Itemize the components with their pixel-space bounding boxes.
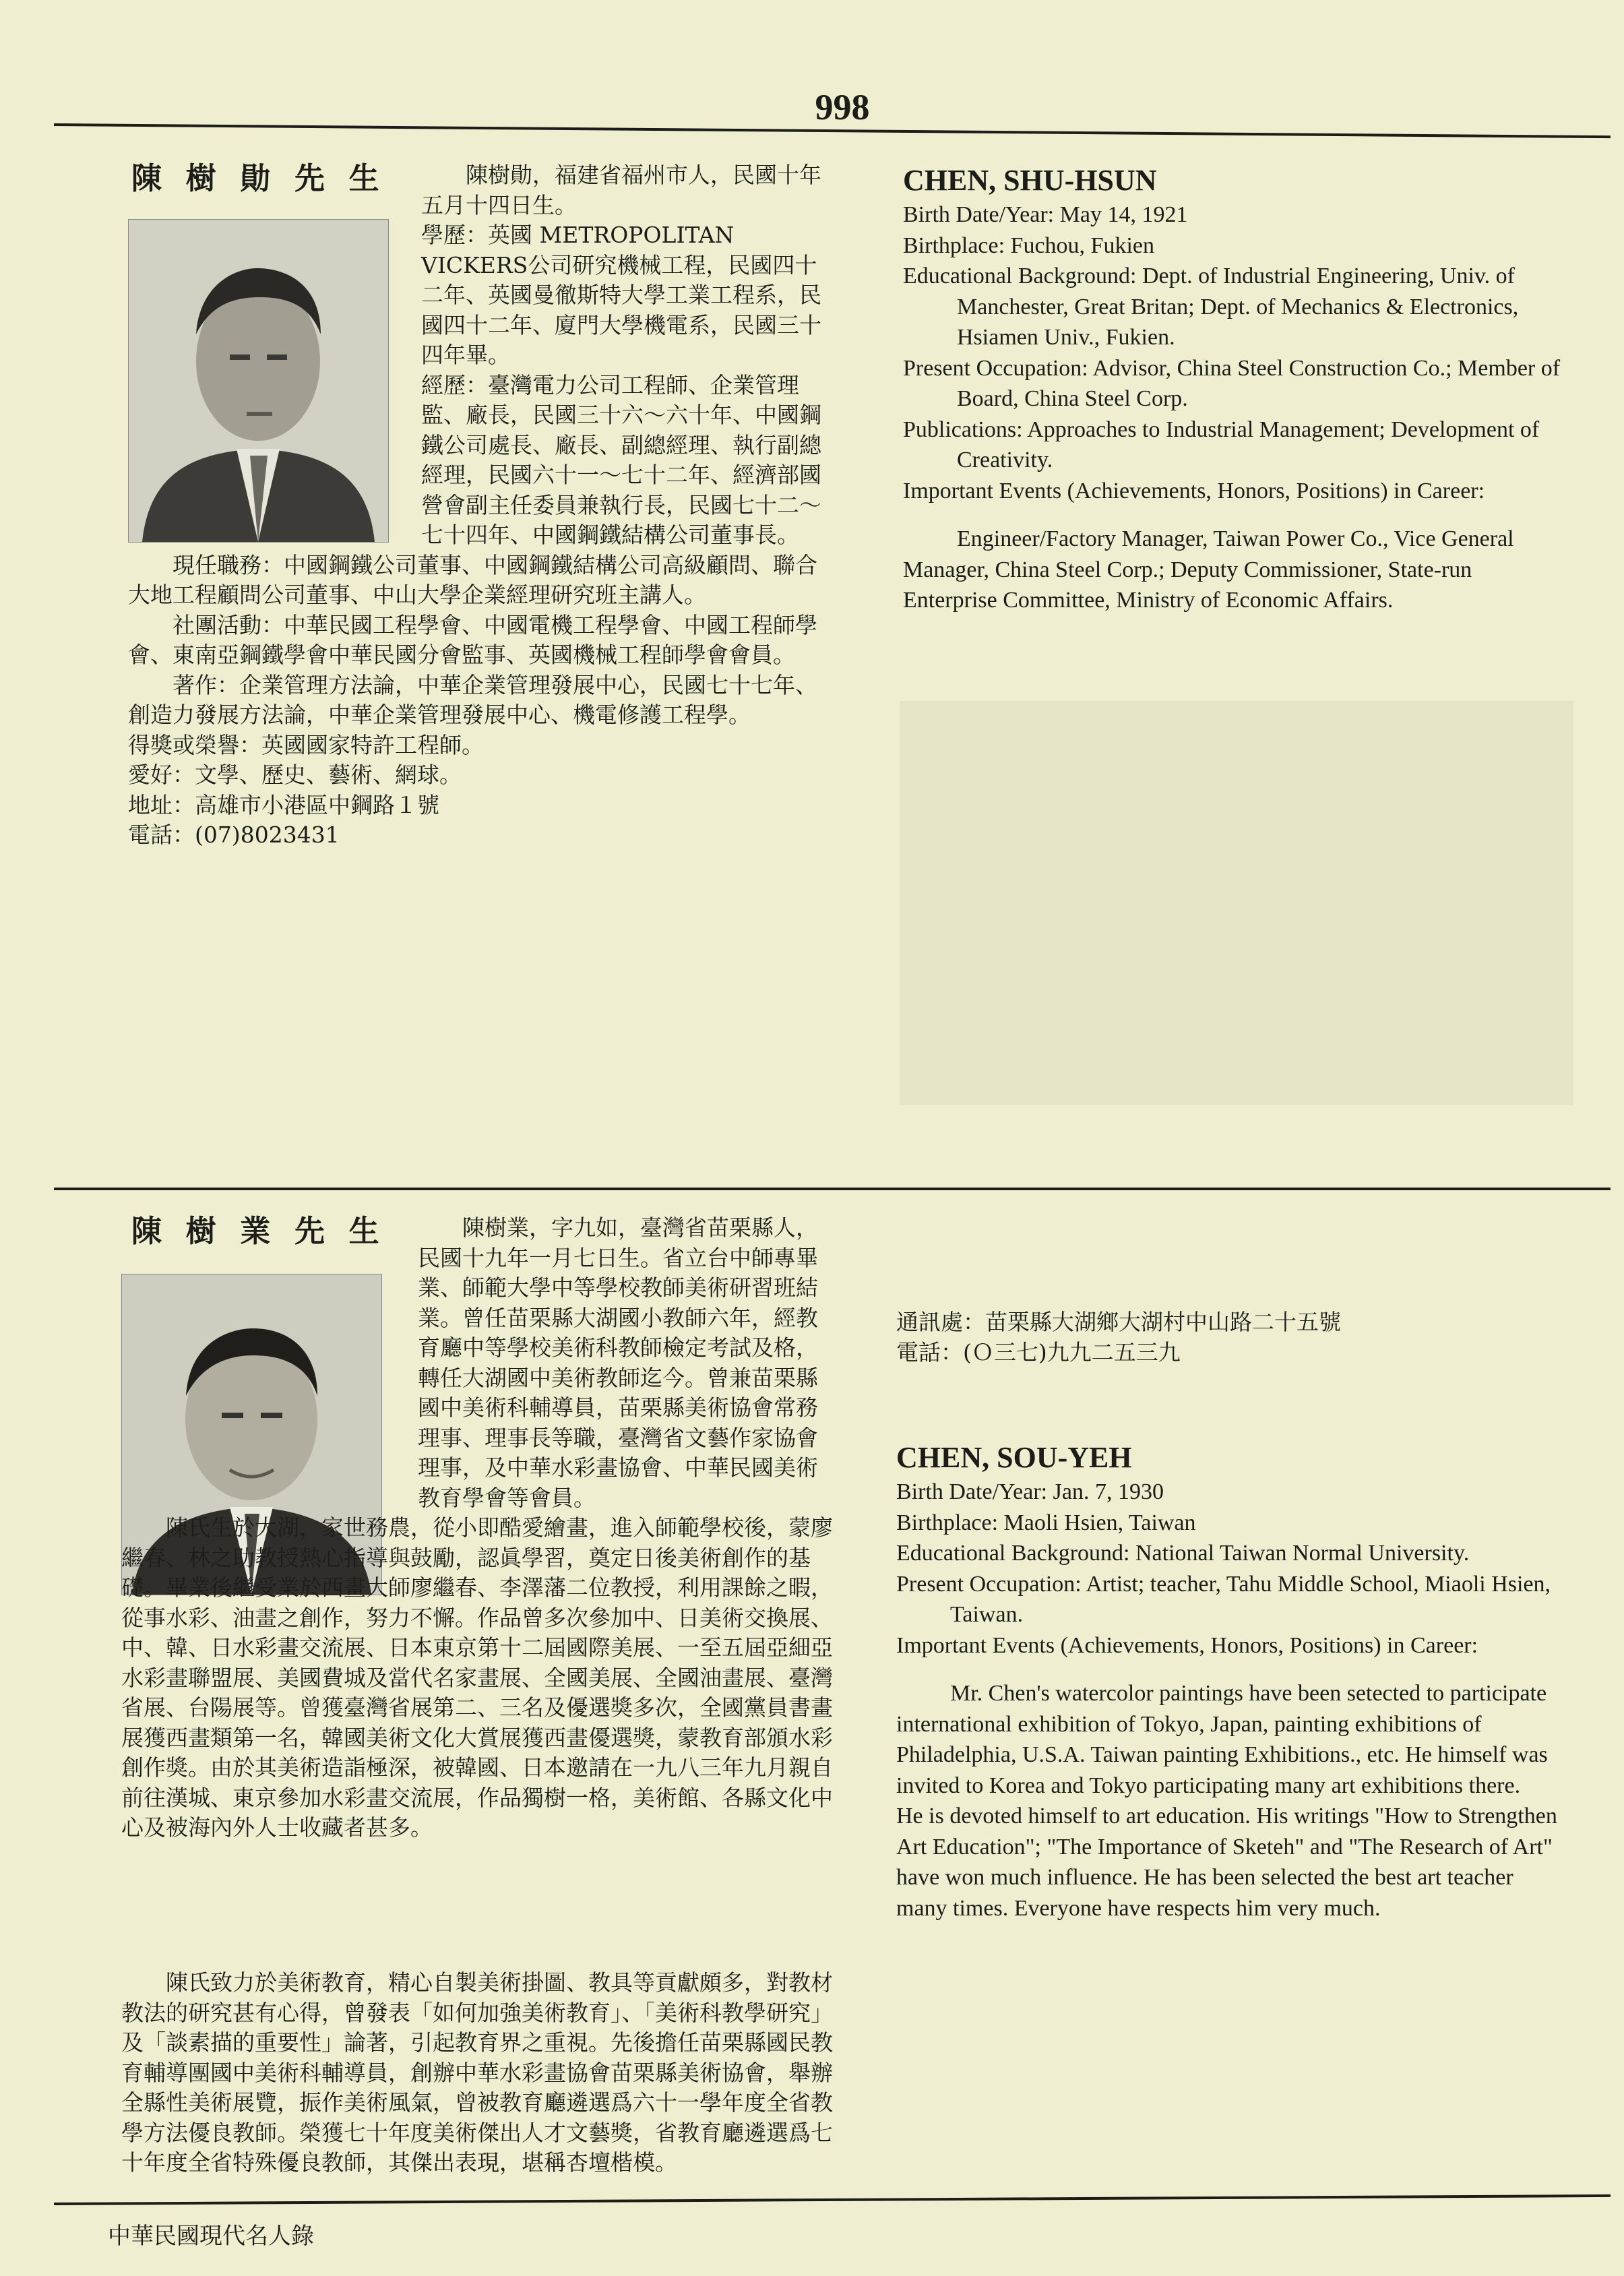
entry1-cn-paragraph: 得獎或榮譽：英國國家特許工程師。 [128, 731, 484, 758]
entry1-en-field: Birth Date/Year: May 14, 1921 [903, 202, 1188, 227]
entry2-en-field: Important Events (Achievements, Honors, Positions) in Career: [896, 1632, 1478, 1658]
footer-book-title: 中華民國現代名人錄 [108, 2223, 314, 2250]
spacer [896, 1661, 1563, 1678]
entry2-english-text [896, 1439, 1563, 1924]
entry1-en-career: Engineer/Factory Manager, Taiwan Power Co., Vice General Manager, China Steel Corp.; Deputy Commissioner, State-run Enterprise Committee, Ministry of Economic Affairs. [903, 526, 1514, 613]
entry2-en-field: Educational Background: National Taiwan Normal University. [896, 1541, 1470, 1566]
entry1-en-field: Present Occupation: Advisor, China Steel Construction Co.; Member of Board, China Steel Corp. [903, 355, 1561, 411]
entry2-en-field: Birth Date/Year: Jan. 7, 1930 [896, 1479, 1164, 1504]
entry2-english-name: CHEN, SOU-YEH [896, 1441, 1132, 1474]
entry1-cn-paragraph: 現任職務：中國鋼鐵公司董事、中國鋼鐵結構公司高級顧問、聯合大地工程顧問公司董事、中山大學企業經理研究班主講人。 [128, 551, 817, 608]
entry2-en-paragraph: Mr. Chen's watercolor paintings have been setected to participate international exhibition of Tokyo, Japan, painting exhibitions of Philadelphia, U.S.A. Taiwan painting Exhibitions., etc. He himself was invited to Korea and Tokyo participating many art exhibitions there. [896, 1681, 1548, 1798]
entry1-cn-paragraph: 學歷：英國 METROPOLITAN VICKERS公司研究機械工程，民國四十二年、英國曼徹斯特大學工業工程系，民國四十二年、廈門大學機電系，民國三十四年畢。 [421, 222, 821, 368]
entry1-cn-paragraph: 陳樹勛，福建省福州市人，民國十年五月十四日生。 [421, 162, 821, 218]
entry1-en-field: Birthplace: Fuchou, Fukien [903, 233, 1155, 258]
entry1-chinese-name: 陳 樹 勛 先 生 [131, 160, 386, 196]
entry1-en-field: Important Events (Achievements, Honors, Positions) in Career: [903, 478, 1485, 503]
entry2-cn-address: 通訊處：苗栗縣大湖鄉大湖村中山路二十五號 [896, 1309, 1341, 1335]
entry2-chinese-contact [896, 1308, 1570, 1367]
entry2-chinese-name: 陳 樹 業 先 生 [131, 1213, 386, 1249]
entry1-en-field: Publications: Approaches to Industrial Management; Development of Creativity. [903, 417, 1540, 472]
entry1-cn-paragraph: 地址：高雄市小港區中鋼路１號 [128, 791, 439, 818]
entry1-english-name: CHEN, SHU-HSUN [903, 164, 1157, 197]
entry2-cn-phone: 電話：(Ｏ三七)九九二五三九 [896, 1339, 1181, 1365]
entry1-cn-paragraph: 著作：企業管理方法論，中華企業管理發展中心，民國七十七年、創造力發展方法論，中華企業管理發展中心、機電修護工程學。 [128, 671, 817, 728]
entry2-en-paragraph: He is devoted himself to art education. His writings "How to Strengthen Art Education"; "The Importance of Sketeh" and "The Research of Art" have won much influence. He has been selected the best art teacher many times. Everyone have respects him very much. [896, 1804, 1557, 1921]
entry2-en-field: Birthplace: Maoli Hsien, Taiwan [896, 1510, 1196, 1535]
entry1-cn-paragraph: 電話：(07)8023431 [128, 822, 340, 848]
entry2-en-field: Present Occupation: Artist; teacher, Tahu Middle School, Miaoli Hsien, Taiwan. [896, 1571, 1551, 1627]
page-number: 998 [815, 87, 870, 127]
entry2-chinese-text [121, 1213, 836, 1843]
entry2-chinese-text-cont [121, 1968, 836, 2178]
entry2-cn-paragraph: 陳氏致力於美術教育，精心自製美術掛圖、教具等貢獻頗多，對教材教法的研究甚有心得，曾發表「如何加強美術教育」、「美術科教學研究」及「談素描的重要性」論著，引起教育界之重視。先後擔任苗栗縣國民教育輔導團國中美術科輔導員，創辦中華水彩畫協會苗栗縣美術協會，舉辦全縣性美術展覽，振作美術風氣，曾被教育廳遴選爲六十一學年度全省教學方法優良教師。榮獲七十年度美術傑出人才文藝獎，省教育廳遴選爲七十年度全省特殊優良教師，其傑出表現，堪稱杏壇楷模。 [121, 1969, 833, 2176]
entry1-cn-paragraph: 社團活動：中華民國工程學會、中國電機工程學會、中國工程師學會、東南亞鋼鐵學會中華民國分會監事、英國機械工程師學會會員。 [128, 611, 817, 668]
entry2-cn-intro: 陳樹業，字九如，臺灣省苗栗縣人，民國十九年一月七日生。省立台中師專畢業、師範大學中等學校教師美術研習班結業。曾任苗栗縣大湖國小教師六年，經教育廳中等學校美術科教師檢定考試及格，轉任大湖國中美術教師迄今。曾兼苗栗縣國中美術科輔導員，苗栗縣美術協會常務理事、理事長等職，臺灣省文藝作家協會理事，及中華水彩畫協會、中華民國美術教育學會等會員。 [418, 1214, 818, 1511]
entry2-cn-paragraph: 陳氏生於大湖，家世務農，從小即酷愛繪畫，進入師範學校後，蒙廖繼春、林之助教授熱心指導與鼓勵，認眞學習，奠定日後美術創作的基礎。畢業後繼受業於西畫大師廖繼春、李澤藩二位教授，利用課餘之暇，從事水彩、油畫之創作，努力不懈。作品曾多次參加中、日美術交換展、中、韓、日水彩畫交流展、日本東京第十二屆國際美展、一至五屆亞細亞水彩畫聯盟展、美國費城及當代名家畫展、全國美展、全國油畫展、臺灣省展、台陽展等。曾獲臺灣省展第二、三名及優選獎多次，全國黨員書畫展獲西畫類第一名，韓國美術文化大賞展獲西畫優選獎，蒙教育部頒水彩創作獎。由於其美術造詣極深，被韓國、日本邀請在一九八三年九月親自前往漢城、東京參加水彩畫交流展，作品獨樹一格，美術館、各縣文化中心及被海內外人士收藏者甚多。 [121, 1514, 833, 1841]
entry1-cn-paragraph: 愛好：文學、歷史、藝術、網球。 [128, 762, 462, 788]
entry1-en-field: Educational Background: Dept. of Industrial Engineering, Univ. of Manchester, Great Britan; Dept. of Mechanics & Electronics, Hsiamen Univ., Fukien. [903, 264, 1519, 350]
entry1-cn-paragraph: 經歷：臺灣電力公司工程師、企業管理監、廠長，民國三十六～六十年、中國鋼鐵公司處長、廠長、副總經理、執行副總經理，民國六十一～七十二年、經濟部國營會副主任委員兼執行長，民國七十二～七十四年、中國鋼鐵結構公司董事長。 [421, 371, 821, 548]
